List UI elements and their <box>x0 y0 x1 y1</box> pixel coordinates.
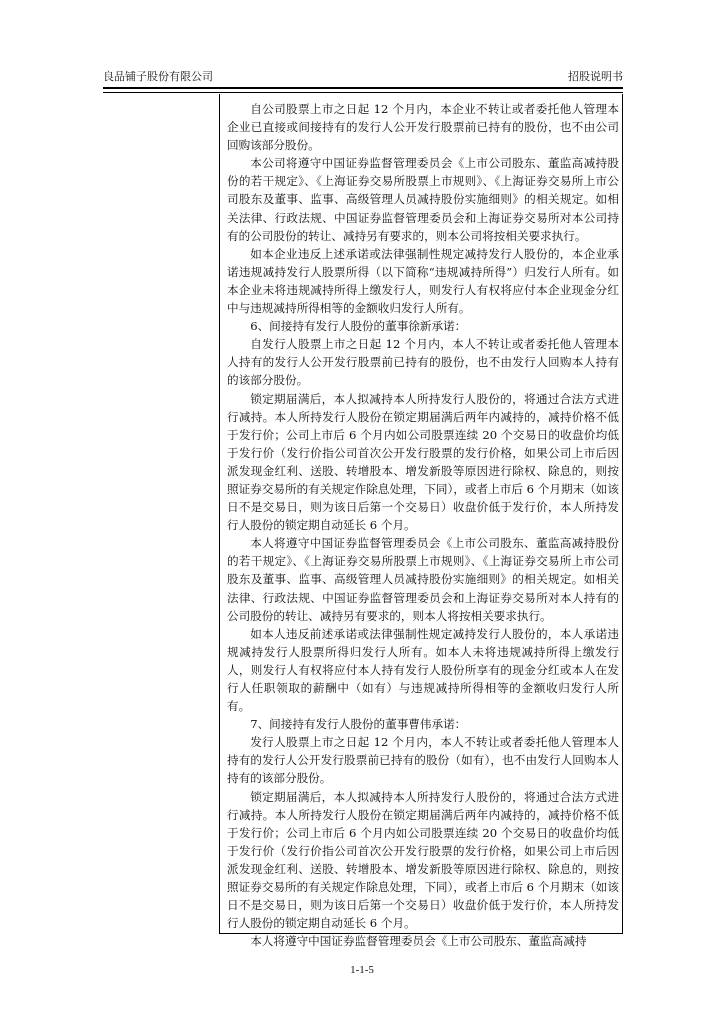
paragraph: 发行人股票上市之日起 12 个月内，本人不转让或者委托他人管理本人持有的发行人公开发行股票前已持有的股份（如有），也不由发行人回购本人持有的该部分股份。 <box>227 735 619 786</box>
page-number: 1-1-5 <box>350 964 374 976</box>
company-name: 良品铺子股份有限公司 <box>103 70 213 83</box>
table-right-border <box>622 94 623 934</box>
paragraph: 本人将遵守中国证券监督管理委员会《上市公司股东、董监高减持 <box>250 934 587 949</box>
document-type: 招股说明书 <box>568 70 623 83</box>
section-heading: 6、间接持有发行人股份的董事徐新承诺： <box>250 319 467 334</box>
paragraph: 如本人违反前述承诺或法律强制性规定减持发行人股份的，本人承诺违规减持发行人股票所得归发行人所有。如本人未将违规减持所得上缴发行人，则发行人有权将应付本人持有发行人股份所享有的现金分红或本人在发行人任职领取的薪酬中（如有）与违规减持所得相等的金额收归发行人所有。 <box>227 626 619 714</box>
commitment-text <box>227 100 619 950</box>
table-frame <box>103 94 623 949</box>
section-heading: 7、间接持有发行人股份的董事曹伟承诺： <box>250 717 467 732</box>
header-rule-thick <box>103 87 623 89</box>
paragraph: 自发行人股票上市之日起 12 个月内，本人不转让或者委托他人管理本人持有的发行人公开发行股票前已持有的股份，也不由发行人回购本人持有的该部分股份。 <box>227 337 619 388</box>
header-rule-thin <box>103 92 623 93</box>
paragraph: 如本企业违反上述承诺或法律强制性规定减持发行人股份的，本企业承诺违规减持发行人股票所得（以下简称“违规减持所得”）归发行人所有。如本企业未将违规减持所得上缴发行人，则发行人有权将应付本企业现金分红中与违规减持所得相等的金额收归发行人所有。 <box>227 246 619 316</box>
paragraph: 自公司股票上市之日起 12 个月内，本企业不转让或者委托他人管理本企业已直接或间接持有的发行人公开发行股票前已持有的股份，也不由公司回购该部分股份。 <box>227 102 619 153</box>
table-left-border <box>219 94 220 934</box>
page-header <box>103 66 623 86</box>
paragraph: 本人将遵守中国证券监督管理委员会《上市公司股东、董监高减持股份的若干规定》、《上海证券交易所股票上市规则》、《上海证券交易所上市公司股东及董事、监事、高级管理人员减持股份实施细则》的相关规定。如相关法律、行政法规、中国证券监督管理委员会和上海证券交易所对本人持有的公司股份的转让、减持另有要求的，则本人将按相关要求执行。 <box>227 536 619 623</box>
paragraph: 锁定期届满后，本人拟减持本人所持发行人股份的，将通过合法方式进行减持。本人所持发行人股份在锁定期届满后两年内减持的，减持价格不低于发行价；公司上市后 6 个月内如公司股票连续 20 个交易日的收盘价均低于发行价（发行价指公司首次公开发行股票的发行价格，如果公司上市后因派发现金红利、送股、转增股本、增发新股等原因进行除权、除息的，则按照证券交易所的有关规定作除息处理，下同），或者上市后 6 个月期末（如该日不是交易日，则为该日后第一个交易日）收盘价低于发行价，本人所持发行人股份的锁定期自动延长 6 个月。 <box>227 789 619 931</box>
paragraph: 本公司将遵守中国证券监督管理委员会《上市公司股东、董监高减持股份的若干规定》、《上海证券交易所股票上市规则》、《上海证券交易所上市公司股东及董事、监事、高级管理人员减持股份实施细则》的相关规定。如相关法律、行政法规、中国证券监督管理委员会和上海证券交易所对本公司持有的公司股份的转让、减持另有要求的，则本公司将按相关要求执行。 <box>227 156 619 243</box>
paragraph: 锁定期届满后，本人拟减持本人所持发行人股份的，将通过合法方式进行减持。本人所持发行人股份在锁定期届满后两年内减持的，减持价格不低于发行价；公司上市后 6 个月内如公司股票连续 20 个交易日的收盘价均低于发行价（发行价指公司首次公开发行股票的发行价格，如果公司上市后因派发现金红利、送股、转增股本、增发新股等原因进行除权、除息的，则按照证券交易所的有关规定作除息处理，下同），或者上市后 6 个月期末（如该日不是交易日，则为该日后第一个交易日）收盘价低于发行价，本人所持发行人股份的锁定期自动延长 6 个月。 <box>227 391 619 533</box>
